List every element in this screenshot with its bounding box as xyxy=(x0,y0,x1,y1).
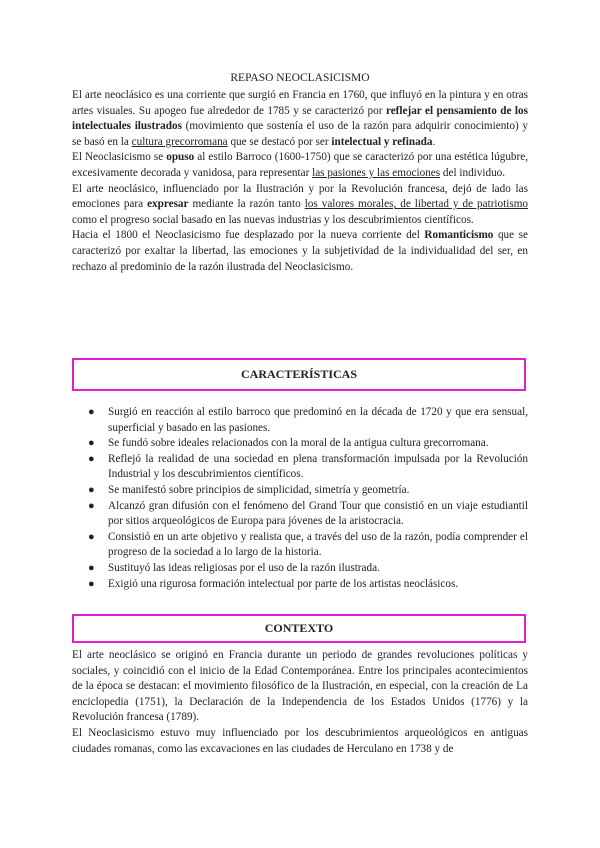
characteristics-list xyxy=(72,405,528,592)
text-run: como el progreso social basado en las nuevas industrias y los descubrimientos científicos. xyxy=(72,213,474,226)
bullet-icon: ● xyxy=(88,577,95,590)
bold-run: Romanticismo xyxy=(424,229,494,242)
text-run: del individuo. xyxy=(440,166,506,179)
intro-paragraph-2 xyxy=(72,150,528,181)
bullet-icon: ● xyxy=(88,406,95,418)
list-item-text: Surgió en reacción al estilo barroco que predominó en la década de 1720 y que era sensual, superficial y basado en las pasiones. xyxy=(108,406,528,434)
text-run: El arte neoclásico, influenciado por la Ilustración y por la Revolución francesa, dejó de lado las emociones para xyxy=(72,182,528,211)
context-paragraph-2: El Neoclasicismo estuvo muy influenciado por los descubrimientos arqueológicos en antiguas ciudades romanas, como las excavaciones en las ciudades de Herculano en 1738 y de xyxy=(72,726,528,755)
text-run: al estilo Barroco (1600-1750) que se caracterizó por una estética lúgubre, excesivamente decorada y vanidosa, para representar xyxy=(72,151,529,179)
text-run: Hacia el 1800 el Neoclasicismo fue desplazado por la nueva corriente del xyxy=(72,229,425,242)
bullet-icon: ● xyxy=(88,452,95,465)
intro-block xyxy=(72,70,528,275)
list-item xyxy=(72,577,528,593)
bold-run: reflejar el pensamiento de los intelectuales ilustrados xyxy=(72,104,528,133)
underlined-run: cultura grecorromana xyxy=(131,135,228,148)
list-item-text: Consistió en un arte objetivo y realista que, a través del uso de la razón, podía comprender el progreso de la sociedad a lo largo de la historia. xyxy=(108,530,528,559)
bold-run: intelectual y refinada xyxy=(331,135,433,148)
list-item-text: Exigió una rigurosa formación intelectual por parte de los artistas neoclásicos. xyxy=(108,577,459,590)
bullet-icon: ● xyxy=(88,530,95,543)
list-item xyxy=(72,452,528,483)
section-heading-text: CARACTERÍSTICAS xyxy=(240,367,358,381)
list-item xyxy=(72,499,528,530)
intro-paragraph-3 xyxy=(72,182,528,229)
list-item-text: Se manifestó sobre principios de simplicidad, simetría y geometría. xyxy=(108,483,410,496)
section-heading-text: CONTEXTO xyxy=(264,621,334,635)
text-run: que se destacó por ser xyxy=(227,135,332,148)
bullet-icon: ● xyxy=(88,561,95,574)
list-item xyxy=(72,436,528,452)
bold-run: opuso xyxy=(166,151,195,164)
bold-run: expresar xyxy=(147,198,189,211)
list-item-text: Alcanzó gran difusión con el fenómeno del Grand Tour que consistió en un viaje estudiantil por sitios arqueológicos de Europa para jóvenes de la aristocracia. xyxy=(108,499,528,528)
section-heading-caracteristicas xyxy=(72,358,526,391)
text-run: El arte neoclásico es una corriente que surgió en Francia en 1760, que influyó en la pintura y en otras artes visuales. Su apogeo fue alrededor de 1785 y se caracterizó por xyxy=(72,89,528,117)
text-run: mediante la razón tanto xyxy=(188,198,305,211)
intro-paragraph-4 xyxy=(72,228,528,275)
section-heading-contexto xyxy=(72,614,526,643)
context-block xyxy=(72,648,528,757)
context-paragraph-1: El arte neoclásico se originó en Francia durante un periodo de grandes revoluciones políticas y sociales, y coincidió con el inicio de la Edad Contemporánea. Entre los principales acontecimientos de la época se destacan: el movimiento filosófico de la Ilustración, en especial, con la creación de La enciclopedia (1751), la Declaración de la Independencia de los Estados Unidos (1776) y la Revolución francesa (1789). xyxy=(72,649,528,724)
list-item xyxy=(72,530,528,561)
list-item-text: Reflejó la realidad de una sociedad en plena transformación impulsada por la Revolución Industrial y los descubrimientos científicos. xyxy=(108,452,528,481)
underlined-run: los valores morales, de libertad y de patriotismo xyxy=(304,198,528,211)
intro-paragraph-1 xyxy=(72,88,528,150)
bullet-icon: ● xyxy=(88,483,95,496)
list-item xyxy=(72,405,528,436)
list-item-text: Sustituyó las ideas religiosas por el uso de la razón ilustrada. xyxy=(108,561,380,574)
page-title: REPASO NEOCLASICISMO xyxy=(230,72,370,84)
list-item xyxy=(72,483,528,499)
text-run: El Neoclasicismo se xyxy=(72,151,167,164)
text-run: . xyxy=(432,135,436,148)
list-item xyxy=(72,561,528,577)
text-run: que se caracterizó por exaltar la libertad, las emociones y la subjetividad de la individualidad del ser, en rechazo al predominio de la razón ilustrada del Neoclasicismo. xyxy=(72,229,528,273)
bullet-icon: ● xyxy=(88,437,95,450)
underlined-run: las pasiones y las emociones xyxy=(312,166,441,179)
list-item-text: Se fundó sobre ideales relacionados con la moral de la antigua cultura grecorromana. xyxy=(108,437,489,450)
text-run: (movimiento que sostenía el uso de la razón para adquirir conocimiento) y se basó en la xyxy=(72,120,528,148)
bullet-icon: ● xyxy=(88,499,95,512)
